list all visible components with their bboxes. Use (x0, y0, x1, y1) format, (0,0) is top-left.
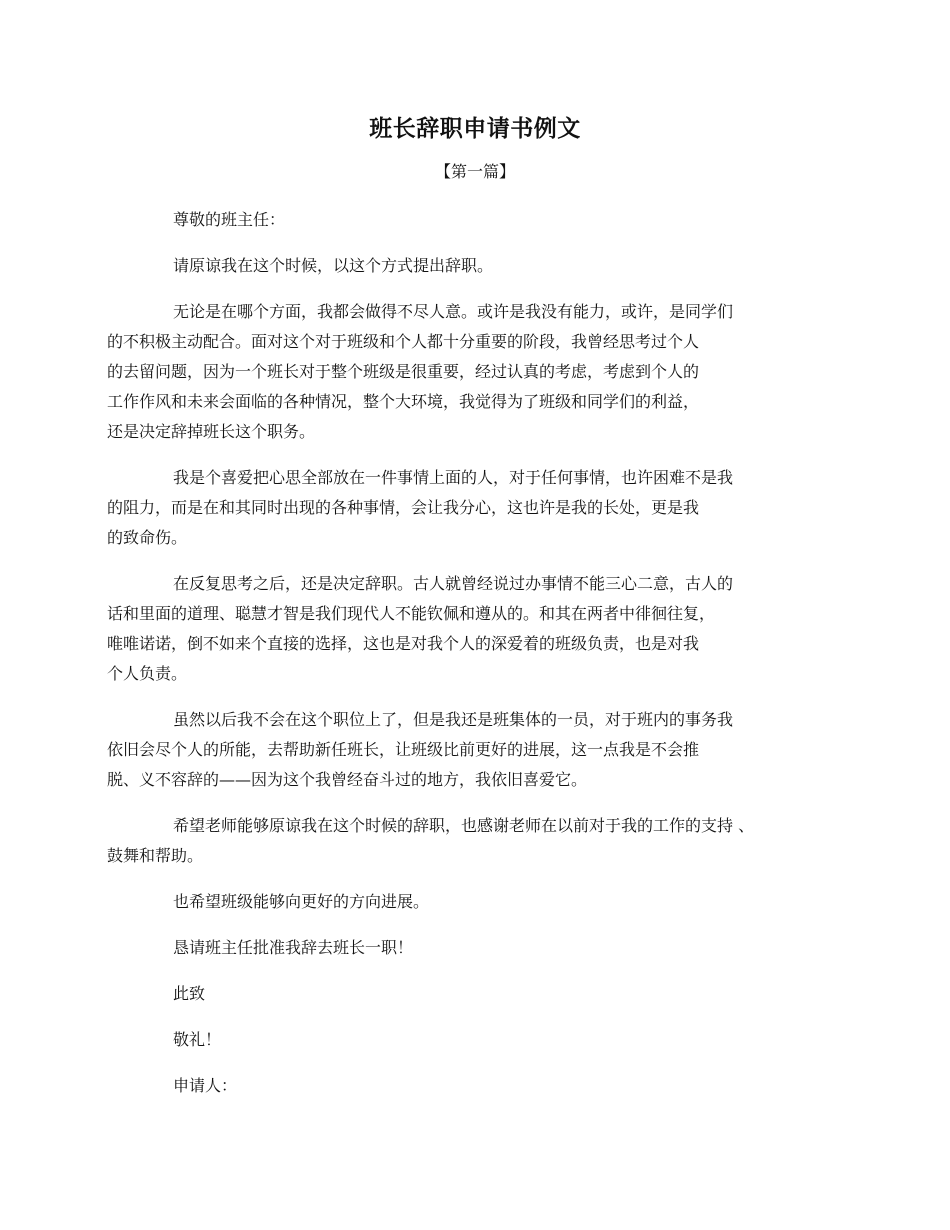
body-paragraph (140, 251, 820, 281)
paragraph-line: 我是个喜爱把心思全部放在一件事情上面的人，对于任何事情，也许困难不是我 (173, 468, 734, 487)
closing-paragraph (140, 1025, 820, 1055)
paragraph-line: 还是决定辞掉班长这个职务。 (107, 422, 316, 441)
paragraph-line: 的阻力，而是在和其同时出现的各种事情，会让我分心，这也许是我的长处，更是我 (107, 498, 700, 517)
paragraph-line: 敬礼！ (173, 1030, 222, 1049)
paragraph-line: 鼓舞和帮助。 (107, 846, 204, 865)
paragraph-line: 申请人： (173, 1076, 238, 1095)
paragraph-line: 尊敬的班主任： (173, 210, 286, 229)
document-body (107, 205, 820, 1117)
paragraph-line: 的去留问题，因为一个班长对于整个班级是很重要，经过认真的考虑，考虑到个人的 (107, 362, 700, 381)
paragraph-line: 此致 (173, 984, 206, 1003)
signature-paragraph (140, 1071, 820, 1101)
paragraph-line: 工作作风和未来会面临的各种情况，整个大环境，我觉得为了班级和同学们的利益， (107, 392, 700, 411)
paragraph-line: 在反复思考之后，还是决定辞职。古人就曾经说过办事情不能三心二意，古人的 (173, 574, 734, 593)
paragraph-line: 无论是在哪个方面，我都会做得不尽人意。或许是我没有能力，或许，是同学们 (173, 302, 734, 321)
body-paragraph (107, 705, 820, 795)
body-paragraph (107, 811, 820, 871)
paragraph-line: 恳请班主任批准我辞去班长一职！ (173, 938, 414, 957)
document-subtitle: 【第一篇】 (434, 162, 515, 181)
paragraph-line: 请原谅我在这个时候，以这个方式提出辞职。 (173, 256, 494, 275)
paragraph-line: 脱、义不容辞的——因为这个我曾经奋斗过的地方，我依旧喜爱它。 (107, 770, 588, 789)
paragraph-line: 唯唯诺诺，倒不如来个直接的选择，这也是对我个人的深爱着的班级负责，也是对我 (107, 634, 700, 653)
paragraph-line: 个人负责。 (107, 664, 188, 683)
paragraph-line: 依旧会尽个人的所能，去帮助新任班长，让班级比前更好的进展，这一点我是不会推 (107, 740, 700, 759)
body-paragraph (107, 569, 820, 689)
paragraph-line: 虽然以后我不会在这个职位上了，但是我还是班集体的一员，对于班内的事务我 (173, 710, 734, 729)
closing-paragraph (140, 979, 820, 1009)
paragraph-line: 的致命伤。 (107, 528, 188, 547)
document-title: 班长辞职申请书例文 (369, 115, 581, 142)
salutation-paragraph (140, 205, 820, 235)
paragraph-line: 也希望班级能够向更好的方向进展。 (173, 892, 430, 911)
body-paragraph (107, 463, 820, 553)
paragraph-line: 的不积极主动配合。面对这个对于班级和个人都十分重要的阶段，我曾经思考过个人 (107, 332, 700, 351)
body-paragraph (140, 887, 820, 917)
paragraph-line: 话和里面的道理、聪慧才智是我们现代人不能钦佩和遵从的。和其在两者中徘徊往复， (107, 604, 716, 623)
body-paragraph (107, 297, 820, 447)
paragraph-line: 希望老师能够原谅我在这个时候的辞职，也感谢老师在以前对于我的工作的支持 、 (173, 816, 755, 835)
body-paragraph (140, 933, 820, 963)
